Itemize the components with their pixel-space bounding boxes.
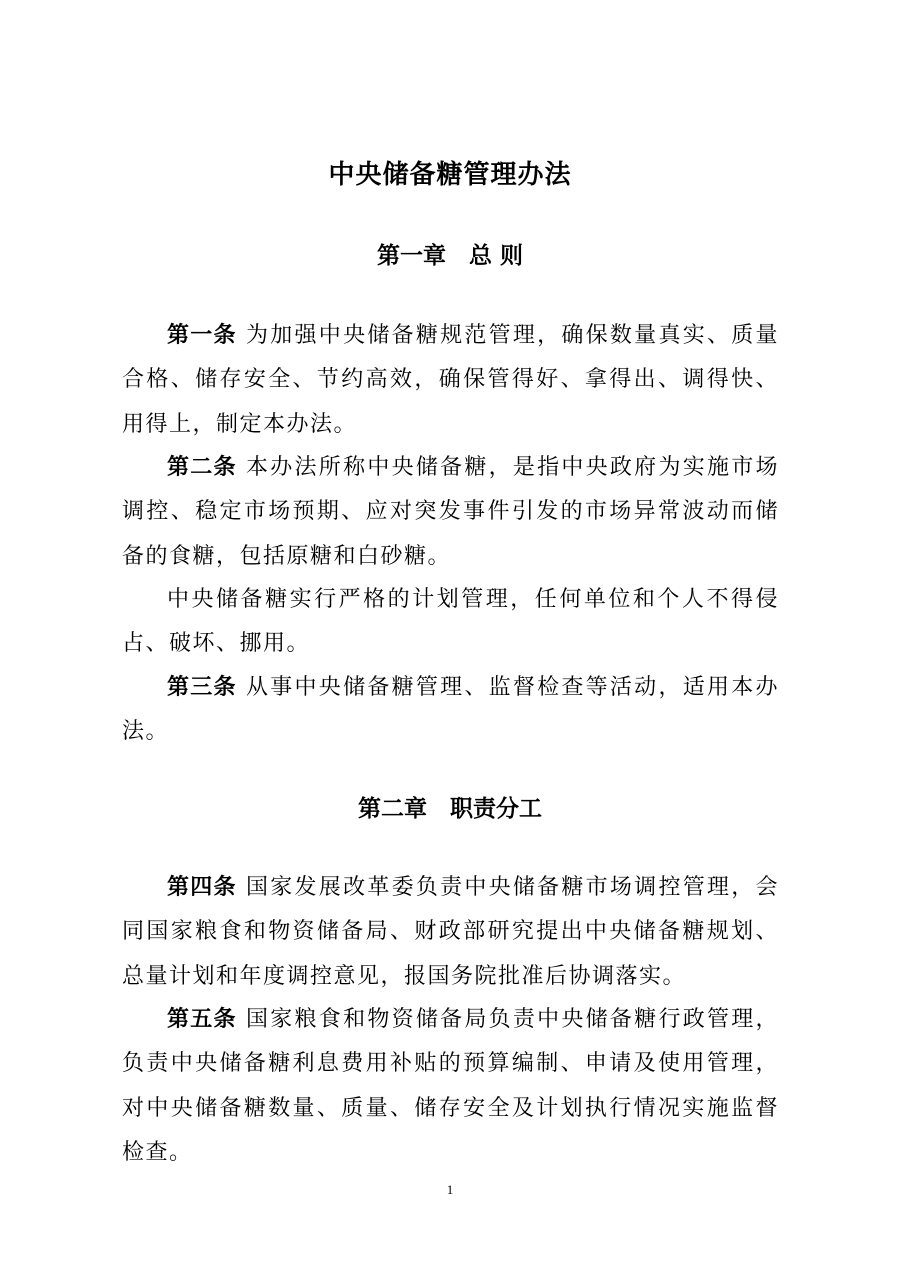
article-3-text: 从事中央储备糖管理、监督检查等活动，适用本办法。 xyxy=(122,675,779,745)
article-5 xyxy=(122,998,779,1175)
article-2-label: 第二条 xyxy=(167,455,237,480)
document-title: 中央储备糖管理办法 xyxy=(328,160,572,190)
article-1-text: 为加强中央储备糖规范管理，确保数量真实、质量合格、储存安全、节约高效，确保管得好、拿得出、调得快、用得上，制定本办法。 xyxy=(122,323,779,437)
article-4-text: 国家发展改革委负责中央储备糖市场调控管理，会同国家粮食和物资储备局、财政部研究提出中央储备糖规划、总量计划和年度调控意见，报国务院批准后协调落实。 xyxy=(122,875,779,989)
article-2-paragraph-2 xyxy=(122,578,779,667)
article-5-label: 第五条 xyxy=(167,1007,237,1032)
chapter-2-heading: 第二章 职责分工 xyxy=(358,796,542,822)
page-number: 1 xyxy=(446,1182,454,1197)
article-4 xyxy=(122,866,779,999)
article-4-label: 第四条 xyxy=(167,875,237,900)
article-2 xyxy=(122,446,779,579)
article-3-label: 第三条 xyxy=(167,675,237,700)
article-2-paragraph-2-text: 中央储备糖实行严格的计划管理，任何单位和个人不得侵占、破坏、挪用。 xyxy=(122,587,779,657)
article-3 xyxy=(122,666,779,755)
chapter-1-heading: 第一章 总 则 xyxy=(376,243,523,269)
article-5-text: 国家粮食和物资储备局负责中央储备糖行政管理，负责中央储备糖利息费用补贴的预算编制、申请及使用管理，对中央储备糖数量、质量、储存安全及计划执行情况实施监督检查。 xyxy=(122,1007,779,1165)
article-2-text: 本办法所称中央储备糖，是指中央政府为实施市场调控、稳定市场预期、应对突发事件引发的市场异常波动而储备的食糖，包括原糖和白砂糖。 xyxy=(122,455,779,569)
article-1-label: 第一条 xyxy=(167,323,237,348)
article-1 xyxy=(122,314,779,447)
